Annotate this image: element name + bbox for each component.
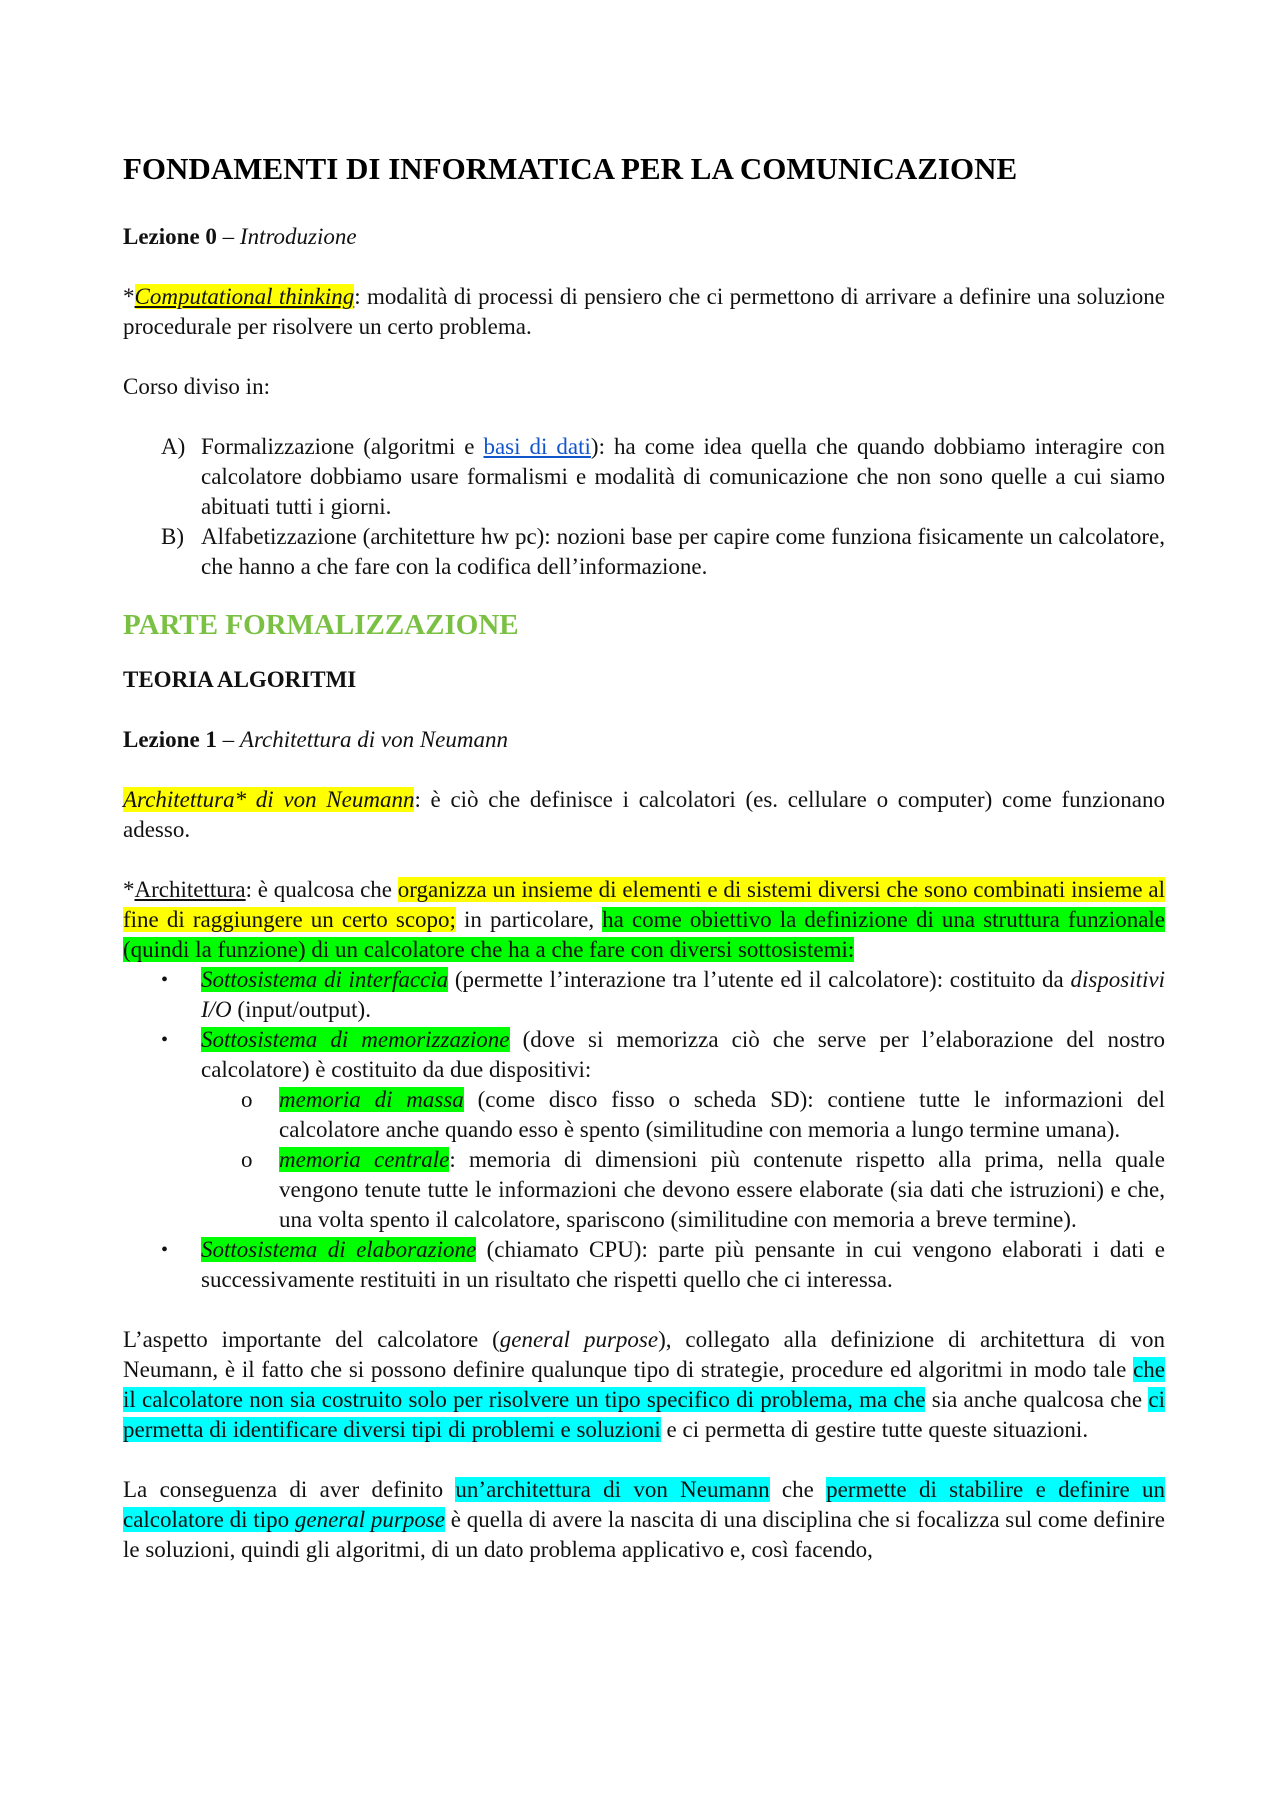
course-parts-list (123, 432, 1165, 582)
architecture-term: Architettura (134, 877, 246, 902)
list-item: o memoria di massa (come disco fisso o scheda SD): contiene tutte le informazioni del calcolatore anche quando esso è spento (similitudine con memoria a lungo termine umana). (241, 1087, 1165, 1142)
document-page (123, 150, 1165, 1565)
von-neumann-definition: Architettura* di von Neumann: è ciò che definisce i calcolatori (es. cellulare o computer) come funzionano adesso. (123, 787, 1165, 842)
subsystems-list (123, 965, 1165, 1295)
computational-thinking-term: Computational thinking (134, 284, 355, 309)
section-title: PARTE FORMALIZZAZIONE (123, 609, 519, 641)
bullet-icon: • (161, 969, 169, 991)
memory-list (201, 1085, 1165, 1235)
lesson-0-heading: Lezione 0 – Introduzione (123, 224, 357, 249)
course-divided-label: Corso diviso in: (123, 374, 270, 399)
document-title: FONDAMENTI DI INFORMATICA PER LA COMUNICAZIONE (123, 151, 1018, 186)
basi-di-dati-link[interactable]: basi di dati (483, 434, 591, 459)
bullet-icon: • (161, 1239, 169, 1261)
von-neumann-term: Architettura* di von Neumann (123, 787, 415, 812)
list-item: • Sottosistema di memorizzazione (dove si memorizza ciò che serve per l’elaborazione del nostro calcolatore) è costituito da due dispositivi: o memoria di massa (come disco fisso o scheda SD): contiene tutte le informazioni del calcolatore anche quando esso è spento (similitudine con memoria a lungo termine umana). o memoria centrale: memoria di dimensioni più contenute rispetto alla prima, nella quale vengono tenute tutte le informazioni che devono essere elaborate (sia dati che istruzioni) e che, una volta spento il calcolatore, spariscono (similitudine con memoria a breve termine). (123, 1025, 1165, 1235)
list-item: A) Formalizzazione (algoritmi e basi di dati): ha come idea quella che quando dobbiamo interagire con calcolatore dobbiamo usare formalismi e modalità di comunicazione che non sono quelle a cui siamo abituati tutti i giorni. (161, 434, 1165, 519)
list-item: • Sottosistema di interfaccia (permette l’interazione tra l’utente ed il calcolatore): costituito da dispositivi I/O (input/output). (161, 967, 1165, 1022)
consequence-paragraph: La conseguenza di aver definito un’architettura di von Neumann che permette di stabilire e definire un calcolatore di tipo general purpose è quella di avere la nascita di una disciplina che si focalizza sul come definire le soluzioni, quindi gli algoritmi, di un dato problema applicativo e, così facendo, (123, 1477, 1165, 1562)
list-item: o memoria centrale: memoria di dimensioni più contenute rispetto alla prima, nella quale vengono tenute tutte le informazioni che devono essere elaborate (sia dati che istruzioni) e che, una volta spento il calcolatore, spariscono (similitudine con memoria a breve termine). (241, 1147, 1165, 1232)
list-item: • Sottosistema di elaborazione (chiamato CPU): parte più pensante in cui vengono elaborati i dati e successivamente restituiti in un risultato che rispetti quello che ci interessa. (161, 1237, 1165, 1292)
subsection-title: TEORIA ALGORITMI (123, 667, 357, 692)
architecture-definition: *Architettura: è qualcosa che organizza un insieme di elementi e di sistemi diversi che sono combinati insieme al fine di raggiungere un certo scopo; in particolare, ha come obiettivo la definizione di una struttura funzionale (quindi la funzione) di un calcolatore che ha a che fare con diversi sottosistemi: (123, 877, 1166, 962)
bullet-icon: • (161, 1029, 169, 1051)
lesson-1-heading: Lezione 1 – Architettura di von Neumann (123, 727, 508, 752)
computational-thinking-definition: *Computational thinking: modalità di processi di pensiero che ci permettono di arrivare a definire una soluzione procedurale per risolvere un certo problema. (123, 284, 1165, 339)
general-purpose-paragraph: L’aspetto importante del calcolatore (general purpose), collegato alla definizione di architettura di von Neumann, è il fatto che si possono definire qualunque tipo di strategie, procedure ed algoritmi in modo tale che il calcolatore non sia costruito solo per risolvere un tipo specifico di problema, ma che sia anche qualcosa che ci permetta di identificare diversi tipi di problemi e soluzioni e ci permetta di gestire tutte queste situazioni. (123, 1327, 1165, 1442)
list-item: B) Alfabetizzazione (architetture hw pc): nozioni base per capire come funziona fisicamente un calcolatore, che hanno a che fare con la codifica dell’informazione. (161, 524, 1165, 579)
